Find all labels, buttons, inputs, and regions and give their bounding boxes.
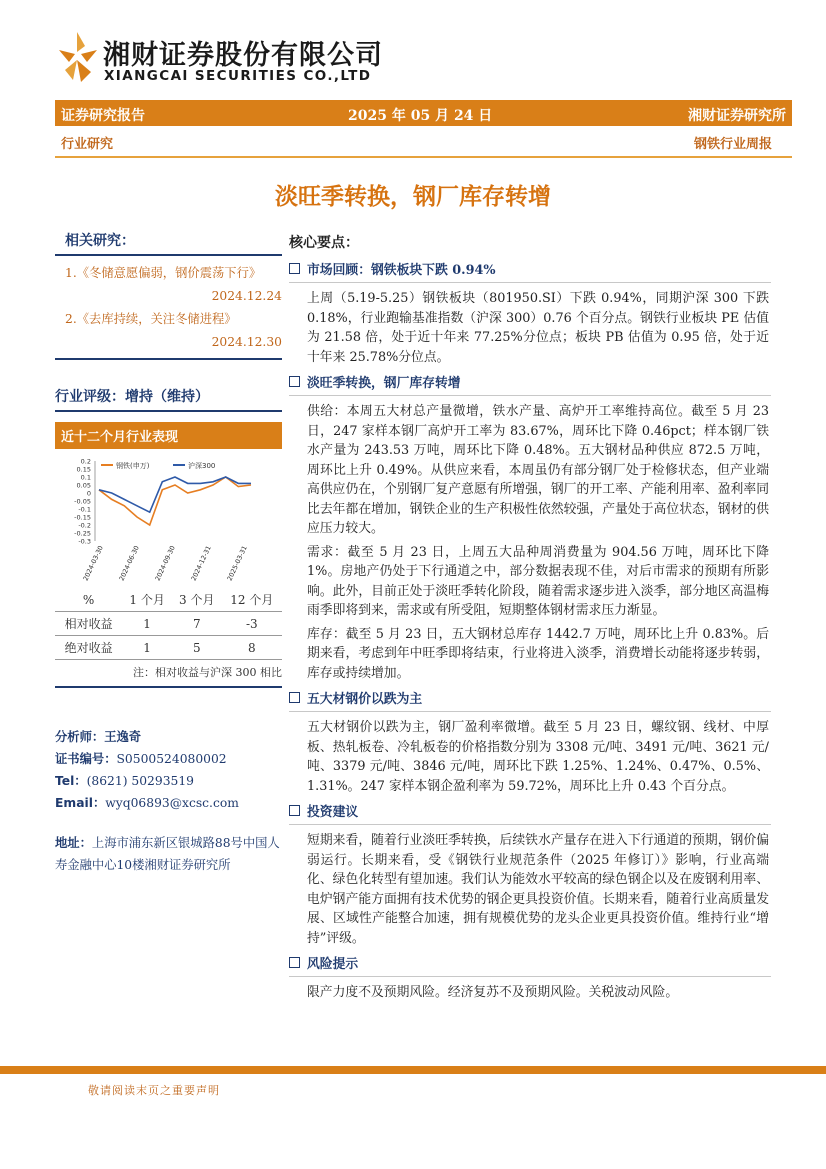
report-date: 2025 年 05 月 24 日: [348, 108, 493, 124]
email-label: Email：: [55, 796, 106, 810]
x-tick-label: 2024-06-30: [117, 544, 141, 583]
divider: [289, 976, 771, 977]
report-type: 证券研究报告: [61, 108, 145, 124]
institute-name: 湘财证券研究所: [688, 108, 786, 124]
y-tick-label: 0.15: [76, 465, 91, 474]
footer-disclaimer[interactable]: 敬请阅读末页之重要声明: [88, 1084, 220, 1097]
y-tick-label: 0.1: [80, 473, 91, 482]
report-title: 淡旺季转换，钢厂库存转增: [275, 184, 551, 210]
divider: [55, 410, 282, 412]
report-series: 钢铁行业周报: [693, 137, 772, 152]
divider: [55, 358, 282, 360]
paragraph: 上周（5.19-5.25）钢铁板块（801950.SI）下跌 0.94%，同期沪深 300 下跌 0.18%，行业跑输基准指数（沪深 300）0.76 个百分点。钢铁行业板块 PE 估值为 21.58 倍，处于近十年来 77.25%分位点；板块 PB 估值为 0.95 倍，处于近十年来 25.78%分位点。: [307, 291, 769, 365]
related-item[interactable]: 1.《冬储意愿偏弱，钢价震荡下行》: [65, 266, 262, 280]
section-heading: [289, 952, 771, 972]
tel-label: Tel：: [55, 774, 87, 788]
table-cell: 8: [222, 636, 282, 660]
paragraph: 库存：截至 5 月 23 日，五大钢材总库存 1442.7 万吨，周环比上升 0.83%。后期来看，考虑到年中旺季即将结束，行业将进入淡季，消费增长动能将逐步转弱，库存或持续增加。: [307, 626, 769, 681]
header-bar: [55, 100, 792, 126]
industry-rating: 行业评级：增持（维持）: [55, 389, 209, 405]
address-label: 地址：: [55, 836, 92, 850]
cert-label: 证书编号：: [55, 752, 117, 766]
report-category: 行业研究: [61, 137, 114, 152]
analyst-label: 分析师：: [55, 730, 105, 744]
table-cell: 绝对收益: [55, 636, 122, 660]
y-tick-label: -0.15: [74, 513, 91, 522]
checkbox-icon: [289, 692, 300, 703]
table-cell: 1: [122, 636, 172, 660]
table-cell: 1: [122, 612, 172, 636]
y-tick-label: 0: [86, 489, 91, 498]
tel-number: (8621) 50293519: [86, 774, 194, 788]
x-tick-label: 2025-03-31: [225, 544, 249, 583]
divider: [289, 824, 771, 825]
checkbox-icon: [289, 957, 300, 968]
company-name-en: XIANGCAI SECURITIES CO.,LTD: [104, 68, 372, 84]
section-heading: [289, 371, 771, 391]
section-title: 投资建议: [307, 804, 359, 820]
y-tick-label: -0.05: [74, 497, 91, 506]
performance-table: [55, 588, 282, 660]
footer-bar: [0, 1066, 826, 1074]
table-row: [55, 612, 282, 636]
paragraph: 短期来看，随着行业淡旺季转换，后续铁水产量存在进入下行通道的预期，钢价偏弱运行。长期来看，受《钢铁行业规范条件（2025 年修订）》影响，行业高端化、绿色化转型有望加速。我们认为能效水平较高的绿色钢企以及在废钢利用率、电炉钢产能方面拥有技术优势的钢企更具投资价值。长期来看，随着行业高质量发展、区域性产能整合加速，拥有规模优势的龙头企业更具投资价值。维持行业“增持”评级。: [307, 833, 769, 946]
section-title: 市场回顾：钢铁板块下跌 0.94%: [307, 262, 496, 278]
email-link[interactable]: wyq06893@xcsc.com: [105, 796, 239, 810]
company-name-cn: 湘财证券股份有限公司: [103, 40, 383, 71]
performance-chart: [55, 453, 282, 588]
table-cell: 相对收益: [55, 612, 122, 636]
table-cell: -3: [222, 612, 282, 636]
checkbox-icon: [289, 376, 300, 387]
checkbox-icon: [289, 263, 300, 274]
divider: [289, 711, 771, 712]
x-tick-label: 2024-09-30: [153, 544, 177, 583]
address-text: 上海市浦东新区银城路88号中国人寿金融中心10楼湘财证券研究所: [55, 836, 280, 872]
x-tick-label: 2024-12-31: [189, 544, 213, 583]
main-content: [289, 232, 771, 1007]
performance-title: 近十二个月行业表现: [55, 422, 282, 449]
series-line: [99, 477, 251, 512]
table-header: 3 个月: [172, 588, 222, 612]
section-title: 风险提示: [307, 956, 359, 972]
table-cell: 5: [172, 636, 222, 660]
section-heading: [289, 800, 771, 820]
core-points-title: 核心要点：: [289, 235, 359, 251]
y-tick-label: 0.2: [80, 457, 91, 466]
legend-label: 沪深300: [188, 462, 216, 470]
table-header: %: [55, 588, 122, 612]
paragraph: 供给：本周五大材总产量微增，铁水产量、高炉开工率维持高位。截至 5 月 23 日，247 家样本钢厂高炉开工率为 83.67%，周环比下降 0.46pct；样本钢厂铁水产量为 243.53 万吨，周环比下降 0.48%。五大钢材品种供应 872.5 万吨，周环比上升 0.49%。从供应来看，本周虽仍有部分钢厂处于检修状态，但产业端高供应仍在，个别钢厂复产意愿有所增强，钢厂的开工率、产能利用率、盈利率同比去年都在增加，钢铁企业的生产积极性依然较强，产量处于高位状态，钢材的供应压力较大。: [307, 404, 769, 536]
divider: [289, 395, 771, 396]
paragraph: 五大材钢价以跌为主，钢厂盈利率微增。截至 5 月 23 日，螺纹钢、线材、中厚板、热轧板卷、冷轧板卷的价格指数分别为 3308 元/吨、3491 元/吨、3621 元/吨、3379 元/吨、3846 元/吨，周环比下跌 1.25%、1.24%、0.47%、0.5%、1.31%。247 家样本钢企盈利率为 59.72%，周环比上升 0.43 个百分点。: [307, 720, 769, 794]
y-tick-label: -0.2: [78, 521, 91, 530]
cert-number: S0500524080002: [116, 752, 227, 766]
sidebar: [55, 222, 282, 876]
y-tick-label: -0.1: [78, 505, 91, 514]
series-line: [99, 477, 251, 525]
section-title: 淡旺季转换，钢厂库存转增: [307, 375, 461, 391]
y-tick-label: -0.3: [78, 537, 91, 546]
related-item[interactable]: 2.《去库持续，关注冬储进程》: [65, 312, 237, 326]
table-row: [55, 636, 282, 660]
table-header: 1 个月: [122, 588, 172, 612]
x-tick-label: 2024-03-30: [81, 544, 105, 583]
table-note: 注：相对收益与沪深 300 相比: [133, 666, 282, 679]
related-date: 2024.12.24: [211, 289, 282, 303]
analyst-info: [55, 726, 282, 814]
legend-label: 钢铁(申万): [116, 462, 150, 470]
table-cell: 7: [172, 612, 222, 636]
divider: [55, 686, 282, 688]
y-tick-label: -0.25: [74, 529, 91, 538]
paragraph: 需求：截至 5 月 23 日，上周五大品种周消费量为 904.56 万吨，周环比下降 1%。房地产仍处于下行通道之中，部分数据表现不佳，对后市需求的预期有所影响。此外，目前正处于淡旺季转化阶段，随着需求逐步进入淡季，部分地区高温梅雨季即将到来，需求或有所受阻，短期整体钢材需求压力渐显。: [307, 544, 769, 618]
section-title: 五大材钢价以跌为主: [307, 691, 423, 707]
y-tick-label: 0.05: [76, 481, 91, 490]
header-subbar: [55, 126, 792, 158]
company-logo: [55, 30, 97, 90]
related-research-title: 相关研究：: [65, 233, 135, 249]
table-header: 12 个月: [222, 588, 282, 612]
related-list: [55, 256, 282, 358]
address: [55, 832, 282, 876]
related-date: 2024.12.30: [211, 335, 282, 349]
logo-icon: [55, 30, 97, 90]
table-header-row: [55, 588, 282, 612]
analyst-name: 王逸奇: [104, 730, 142, 744]
divider: [289, 282, 771, 283]
paragraph: 限产力度不及预期风险。经济复苏不及预期风险。关税波动风险。: [307, 985, 679, 1000]
section-heading: [289, 258, 771, 278]
section-heading: [289, 687, 771, 707]
checkbox-icon: [289, 805, 300, 816]
